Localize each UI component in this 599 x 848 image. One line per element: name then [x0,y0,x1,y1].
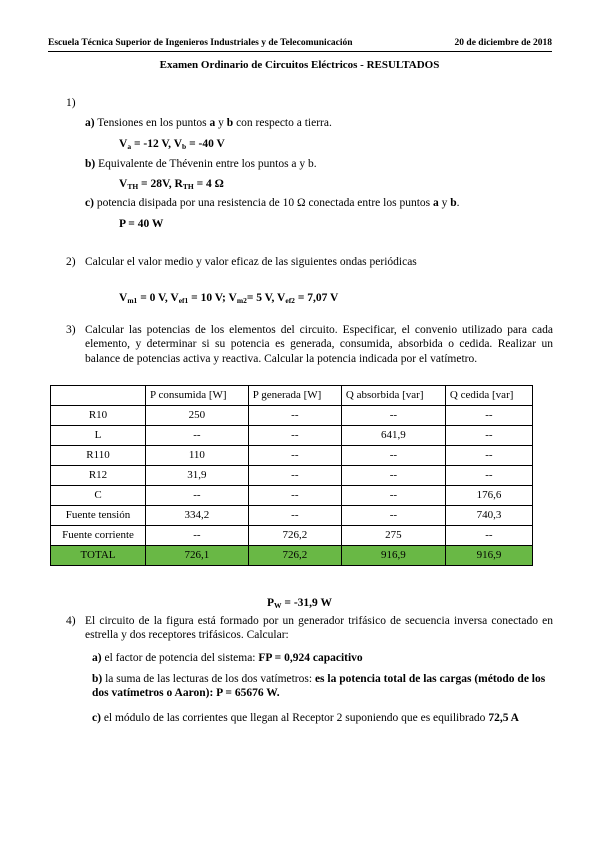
q1b-text: Equivalente de Thévenin entre los puntos a y b. [95,158,317,170]
q4a-text: el factor de potencia del sistema: [101,652,259,664]
rth-symbol: R [174,178,183,190]
point-a: a [209,117,216,129]
table-cell: -- [341,506,445,526]
q1c-label: c) [85,197,94,209]
table-cell: 176,6 [445,486,532,506]
vb-symbol: V [173,138,183,150]
q4a-label: a) [92,652,102,664]
table-cell: -- [341,486,445,506]
vm2-sub: m2 [236,296,247,305]
vef2-symbol: V [277,292,286,304]
table-cell: -- [146,486,249,506]
q4c-result: 72,5 A [488,712,519,724]
q1a-label: a) [85,117,95,129]
table-row [51,486,533,506]
q2-result [119,291,338,305]
table-cell: -- [248,406,341,426]
question-4c [92,711,552,725]
table-header-cell: P consumida [W] [146,386,249,406]
q1b-result [119,177,224,191]
vm2-symbol: V [228,292,237,304]
vm1-value: = 0 V, [137,292,171,304]
element-name: Fuente tensión [51,506,146,526]
point-b: b [226,117,234,129]
question-3-text: Calcular las potencias de los elementos del circuito. Especificar, el convenio utilizado para cada elemento, y determinar si su potencia es generada, consumida, absorbida o cedida. Realizar un balance de potencias activa y reactiva. Calcular la potencia indicada por el vatímetro. [85,324,553,365]
table-cell: -- [445,466,532,486]
vth-symbol: V [119,178,128,190]
table-cell: -- [248,446,341,466]
question-2-number: 2) [66,256,76,268]
table-cell: 916,9 [341,546,445,566]
question-4-number: 4) [66,615,76,627]
element-name: Fuente corriente [51,526,146,546]
table-row [51,526,533,546]
power-table [50,385,533,566]
question-1-number: 1) [66,97,76,109]
q4a-result: FP = 0,924 capacitivo [258,652,363,664]
table-header-cell: Q cedida [var] [445,386,532,406]
q1c-and: y [438,197,451,209]
q1c-result: P = 40 W [119,218,164,230]
vef1-symbol: V [170,292,179,304]
page-header [48,38,552,52]
table-cell: -- [146,526,249,546]
point-b: b [450,197,457,209]
question-4-text: El circuito de la figura está formado por un generador trifásico de secuencia inversa conectado en estrella y dos receptores trifásicos. Calcular: [85,615,553,642]
table-cell: 726,2 [248,546,341,566]
question-2-text: Calcular el valor medio y valor eficaz de las siguientes ondas periódicas [85,256,417,268]
question-1c [85,196,460,210]
vth-sub: TH [127,182,139,191]
table-cell: 250 [146,406,249,426]
table-cell: -- [248,486,341,506]
table-cell: -- [248,506,341,526]
exam-date: 20 de diciembre de 2018 [454,38,552,48]
q1a-result [119,137,225,151]
q1a-and: y [215,117,227,129]
table-header-cell: P generada [W] [248,386,341,406]
table-cell: -- [445,426,532,446]
table-cell: -- [248,426,341,446]
school-name: Escuela Técnica Superior de Ingenieros Industriales y de Telecomunicación [48,38,353,48]
vef2-sub: ef2 [285,296,295,305]
element-name: L [51,426,146,446]
table-cell: -- [445,446,532,466]
pw-symbol: P [267,597,275,609]
question-1b [85,157,317,171]
table-row [51,406,533,426]
table-header-cell [51,386,146,406]
element-name: C [51,486,146,506]
table-cell: -- [248,466,341,486]
q1a-text: Tensiones en los puntos [94,117,210,129]
table-cell: 726,2 [248,526,341,546]
table-cell: 334,2 [146,506,249,526]
vb-sub: b [182,142,187,151]
table-row [51,426,533,446]
point-a: a [433,197,439,209]
vm1-symbol: V [119,292,128,304]
total-label: TOTAL [51,546,146,566]
table-cell: -- [445,406,532,426]
question-4b [92,672,552,701]
table-cell: 275 [341,526,445,546]
element-name: R10 [51,406,146,426]
q1b-label: b) [85,158,96,170]
va-value: = -12 V, [131,138,174,150]
vm2-value: = 5 V, [246,292,278,304]
table-total-row [51,546,533,566]
vm1-sub: m1 [127,296,138,305]
vef2-value: = 7,07 V [294,292,339,304]
element-name: R12 [51,466,146,486]
q1c-text-end: . [456,197,460,209]
q4b-text: la suma de las lecturas de los dos vatímetros: [102,673,315,685]
table-cell: -- [146,426,249,446]
q1c-text: potencia disipada por una resistencia de 10 Ω conectada entre los puntos [93,197,433,209]
table-header-cell: Q absorbida [var] [341,386,445,406]
table-cell: 110 [146,446,249,466]
wattmeter-result [0,596,599,610]
table-cell: 641,9 [341,426,445,446]
table-header-row [51,386,533,406]
pw-sub: W [274,601,282,610]
question-4a [92,651,552,665]
table-row [51,466,533,486]
q4b-result: es la potencia total de las cargas (método de los dos vatímetros o Aaron): P = 65676 W. [92,673,546,700]
question-1a [85,116,332,130]
q4b-label: b) [92,673,103,685]
va-sub: a [127,142,132,151]
table-row [51,446,533,466]
table-cell: 916,9 [445,546,532,566]
table-cell: -- [341,466,445,486]
table-cell: -- [341,446,445,466]
table-cell: 740,3 [445,506,532,526]
question-3-number: 3) [66,324,76,336]
q4c-text: el módulo de las corrientes que llegan al Receptor 2 suponiendo que es equilibrado [100,712,489,724]
vth-value: = 28V, [138,178,175,190]
element-name: R110 [51,446,146,466]
rth-sub: TH [182,182,194,191]
pw-value: = -31,9 W [281,597,332,609]
table-cell: 726,1 [146,546,249,566]
rth-value: = 4 Ω [193,178,224,190]
vef1-sub: ef1 [178,296,189,305]
q4c-label: c) [92,712,101,724]
table-row [51,506,533,526]
vb-value: = -40 V [186,138,225,150]
va-symbol: V [119,138,128,150]
document-title: Examen Ordinario de Circuitos Eléctricos - RESULTADOS [159,59,440,71]
table-cell: 31,9 [146,466,249,486]
table-cell: -- [445,526,532,546]
table-cell: -- [341,406,445,426]
vef1-value: = 10 V; [188,292,229,304]
q1a-text-end: con respecto a tierra. [233,117,332,129]
